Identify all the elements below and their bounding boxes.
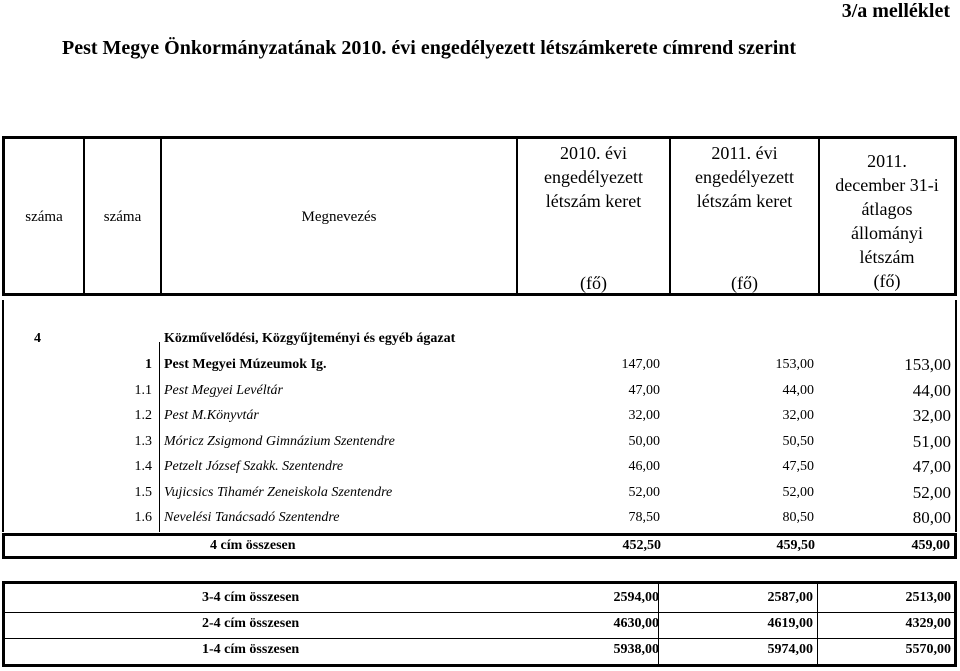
summary-row (5, 585, 954, 611)
row-dec: 44,00 (912, 380, 951, 400)
header-2011-line3: létszám keret (696, 191, 793, 211)
table-body (2, 300, 957, 532)
header-col-dec (820, 139, 954, 293)
row-num: 1.1 (134, 382, 152, 398)
row-num: 1.6 (134, 510, 152, 525)
summary-2011: 5974,00 (767, 642, 813, 657)
row-name: Pest M.Könyvtár (164, 408, 259, 423)
row-name: Pest Megyei Levéltár (164, 382, 283, 398)
summary-dec: 4329,00 (905, 616, 951, 631)
row-2011: 153,00 (775, 357, 814, 372)
row-2010: 78,50 (628, 510, 660, 525)
section-row (4, 326, 955, 351)
annex-label: 3/a melléklet (841, 0, 950, 22)
row-dec: 32,00 (912, 406, 951, 425)
summary-row (5, 637, 954, 663)
row-2011: 80,50 (782, 510, 814, 525)
row-2011: 52,00 (782, 484, 814, 500)
summary-2011: 4619,00 (767, 616, 813, 631)
row-name: Vujicsics Tihamér Zeneiskola Szentendre (164, 484, 393, 500)
table-row (4, 352, 955, 377)
header-dec-line4: állományi (851, 223, 923, 243)
section-num: 4 (34, 331, 41, 346)
row-2010: 47,00 (628, 382, 660, 398)
row-dec: 52,00 (912, 482, 951, 502)
row-2010: 32,00 (628, 408, 660, 423)
row-2010: 52,00 (628, 484, 660, 500)
row-2011: 47,50 (782, 459, 814, 474)
summary-label: 1-4 cím összesen (202, 642, 300, 657)
summary-2010: 2594,00 (613, 590, 659, 605)
header-2010-unit: (fő) (580, 273, 607, 293)
table-header (2, 136, 957, 296)
table-row (4, 378, 955, 403)
row-num: 1.2 (134, 408, 152, 423)
header-subtitle-num: száma (103, 209, 142, 225)
summary-label: 2-4 cím összesen (202, 616, 300, 631)
row-dec: 153,00 (904, 355, 951, 374)
header-2011-line1: 2011. évi (711, 143, 778, 163)
table-row (4, 454, 955, 479)
row-2010: 46,00 (628, 459, 660, 474)
header-col-2010 (518, 139, 671, 293)
summary-dec: 2513,00 (905, 590, 951, 605)
row-2010: 147,00 (621, 357, 660, 372)
header-dec-line3: átlagos (861, 199, 913, 219)
header-col-2011 (671, 139, 820, 293)
summary-2010: 5938,00 (613, 642, 659, 657)
table-row (4, 480, 955, 505)
row-name: Petzelt József Szakk. Szentendre (164, 459, 344, 474)
header-dec-line1: 2011. (867, 151, 907, 171)
row-dec: 51,00 (912, 431, 951, 451)
row-2010: 50,00 (628, 433, 660, 449)
header-2011-line2: engedélyezett (695, 167, 794, 187)
header-dec-line2: december 31-i (835, 175, 939, 195)
table-row (4, 403, 955, 428)
table-row (4, 429, 955, 454)
header-col-subtitle-num (85, 139, 162, 293)
header-2010-line3: létszám keret (545, 191, 642, 211)
row-2011: 32,00 (782, 408, 814, 423)
total-2011: 459,50 (776, 538, 815, 553)
row-num: 1 (145, 357, 152, 372)
row-num: 1.3 (134, 433, 152, 449)
row-num: 1.4 (134, 459, 152, 474)
total-2010: 452,50 (622, 538, 661, 553)
summary-dec: 5570,00 (905, 642, 951, 657)
summary-table (2, 581, 957, 667)
summary-2010: 4630,00 (613, 616, 659, 631)
header-title-num: száma (25, 209, 63, 225)
header-2011-unit: (fő) (731, 273, 758, 293)
page-title: Pest Megye Önkormányzatának 2010. évi engedélyezett létszámkerete címrend szerint (62, 37, 797, 59)
row-2011: 50,50 (782, 433, 814, 449)
row-name: Móricz Zsigmond Gimnázium Szentendre (164, 433, 395, 449)
summary-label: 3-4 cím összesen (202, 590, 300, 605)
header-2010-line2: engedélyezett (544, 167, 643, 187)
total-row-4 (2, 533, 957, 559)
header-dec-line5: létszám (859, 247, 915, 267)
header-col-name (162, 139, 518, 293)
row-name: Pest Megyei Múzeumok Ig. (164, 357, 327, 372)
row-dec: 80,00 (912, 508, 951, 527)
header-col-title-num (5, 139, 85, 293)
header-2010-line1: 2010. évi (560, 143, 627, 163)
table-row (4, 505, 955, 530)
header-name: Megnevezés (301, 209, 377, 225)
row-name: Nevelési Tanácsadó Szentendre (164, 510, 340, 525)
summary-row (5, 611, 954, 637)
row-dec: 47,00 (912, 457, 951, 476)
total-label: 4 cím összesen (210, 538, 296, 553)
section-name: Közművelődési, Közgyűjteményi és egyéb ágazat (164, 331, 456, 346)
row-2011: 44,00 (782, 382, 814, 398)
summary-2011: 2587,00 (767, 590, 813, 605)
total-dec: 459,00 (911, 538, 950, 553)
header-dec-unit: (fő) (873, 271, 901, 291)
row-num: 1.5 (134, 484, 152, 500)
